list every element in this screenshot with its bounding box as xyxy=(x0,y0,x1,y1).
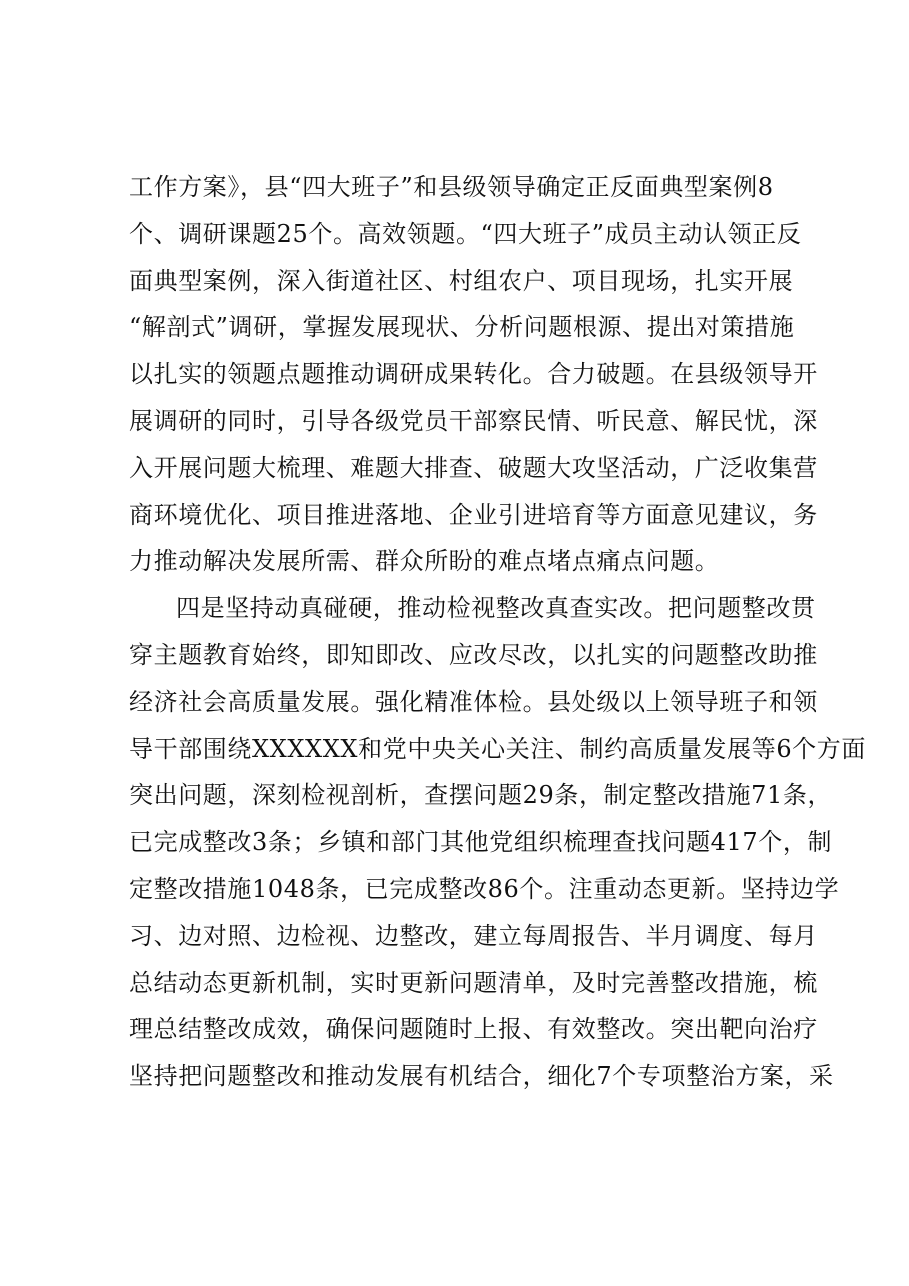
text-line: 个、调研课题25个。高效领题。“四大班子”成员主动认领正反 xyxy=(129,219,802,248)
text-line: 工作方案》，县“四大班子”和县级领导确定正反面典型案例8 xyxy=(129,173,774,201)
text-line: 已完成整改3条；乡镇和部门其他党组织梳理查找问题417个，制 xyxy=(129,828,833,857)
document-body xyxy=(129,164,866,1100)
text-line: 经济社会高质量发展。强化精准体检。县处级以上领导班子和领 xyxy=(129,687,818,716)
text-line: 力推动解决发展所需、群众所盼的难点堵点痛点问题。 xyxy=(129,547,720,576)
text-line: 入开展问题大梳理、难题大排查、破题大攻坚活动，广泛收集营 xyxy=(129,453,818,482)
text-line: 展调研的同时，引导各级党员干部察民情、听民意、解民忧，深 xyxy=(129,406,818,435)
text-line: 导干部围绕XXXXXX和党中央关心关注、制约高质量发展等6个方面 xyxy=(129,734,866,763)
text-line: 商环境优化、项目推进落地、企业引进培育等方面意见建议，务 xyxy=(129,500,818,529)
text-line: “解剖式”调研，掌握发展现状、分析问题根源、提出对策措施 xyxy=(129,313,795,342)
text-line: 理总结整改成效，确保问题随时上报、有效整改。突出靶向治疗 xyxy=(129,1015,818,1044)
text-line: 总结动态更新机制，实时更新问题清单，及时完善整改措施，梳 xyxy=(129,968,818,997)
text-line: 穿主题教育始终，即知即改、应改尽改，以扎实的问题整改助推 xyxy=(129,640,818,669)
text-line: 坚持把问题整改和推动发展有机结合，细化7个专项整治方案，采 xyxy=(129,1062,834,1091)
text-line: 面典型案例，深入街道社区、村组农户、项目现场，扎实开展 xyxy=(129,266,794,295)
text-line: 突出问题，深刻检视剖析，查摆问题29条，制定整改措施71条， xyxy=(129,781,833,810)
text-line: 定整改措施1048条，已完成整改86个。注重动态更新。坚持边学 xyxy=(129,874,840,903)
text-line: 四是坚持动真碰硬，推动检视整改真查实改。把问题整改贯 xyxy=(176,594,816,623)
text-line: 习、边对照、边检视、边整改，建立每周报告、半月调度、每月 xyxy=(129,921,818,950)
text-line: 以扎实的领题点题推动调研成果转化。合力破题。在县级领导开 xyxy=(129,360,818,389)
